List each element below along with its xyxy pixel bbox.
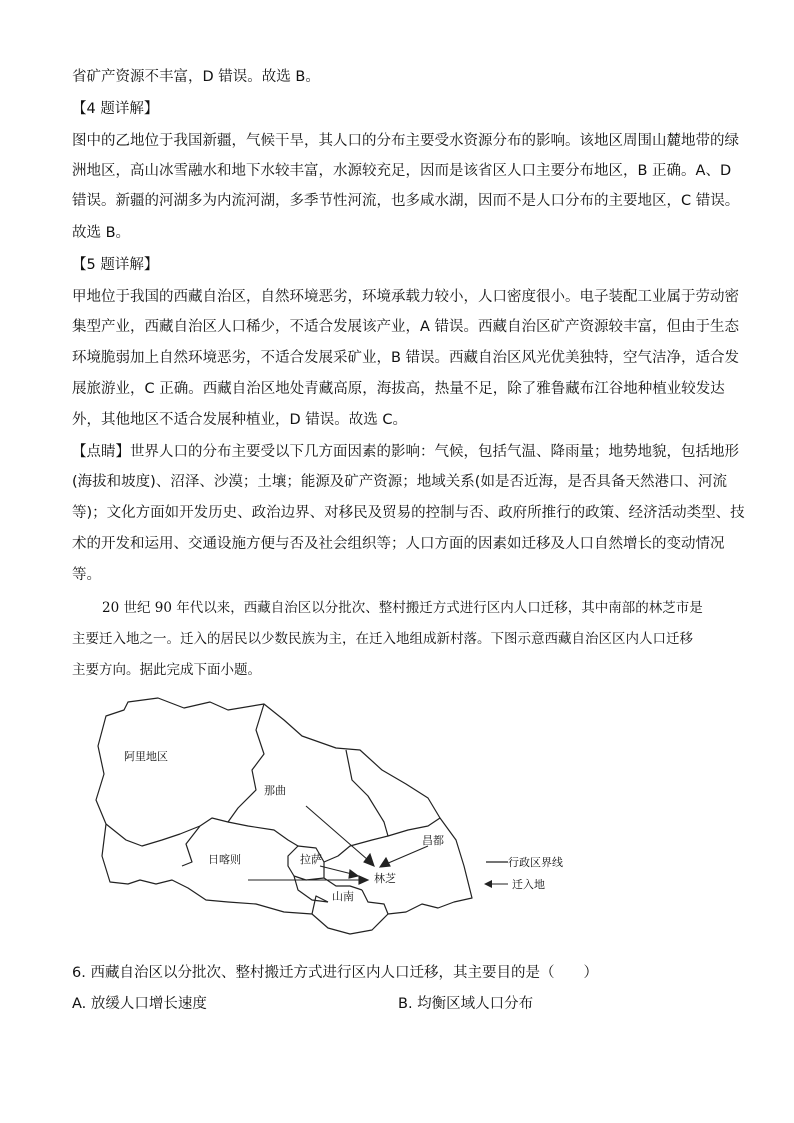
section-heading: 【5 题详解】 <box>72 257 159 273</box>
text-line: 省矿产资源不丰富，D 错误。故选 B。 <box>72 69 320 85</box>
arrow-head <box>380 858 390 867</box>
region-label-ali: 阿里地区 <box>124 750 168 763</box>
boundary-ali-naqu <box>200 704 264 826</box>
legend-arrow-head <box>484 880 492 888</box>
region-label-rikaze: 日喀则 <box>208 853 241 866</box>
legend-boundary-label: 行政区界线 <box>508 856 563 869</box>
text-line: (海拔和坡度)、沼泽、沙漠；土壤；能源及矿产资源；地域关系(如是否近海，是否具备天然港口、河流 <box>72 474 727 490</box>
passage-line: 主要方向。据此完成下面小题。 <box>72 662 261 678</box>
boundary-naqu-changdu <box>346 750 440 836</box>
tibet-outline <box>96 698 472 934</box>
boundary-shannan-east <box>312 896 328 914</box>
arrow-lasa-to-linzhi <box>320 866 352 874</box>
region-label-lasa: 拉萨 <box>300 853 322 866</box>
legend-destination-label: 迁入地 <box>512 878 545 891</box>
section-heading: 【4 题详解】 <box>72 101 159 117</box>
text-line: 图中的乙地位于我国新疆，气候干旱，其人口的分布主要受水资源分布的影响。该地区周围山麓地带的绿 <box>72 133 739 149</box>
region-label-changdu: 昌都 <box>422 834 444 847</box>
text-line: 甲地位于我国的西藏自治区，自然环境恶劣，环境承载力较小，人口密度很小。电子装配工业属于劳动密 <box>72 289 739 305</box>
text-line: 展旅游业，C 正确。西藏自治区地处青藏高原，海拔高，热量不足，除了雅鲁藏布江谷地种植业较发达 <box>72 381 725 397</box>
tip-paragraph: 【点睛】世界人口的分布主要受以下几方面因素的影响：气候，包括气温、降雨量；地势地貌，包括地形 <box>72 444 739 460</box>
text-line: 洲地区，高山冰雪融水和地下水较丰富，水源较充足，因而是该省区人口主要分布地区，B 正确。A、D <box>72 163 732 179</box>
text-line: 等)；文化方面如开发历史、政治边界、对移民及贸易的控制与否、政府所推行的政策、经济活动类型、技 <box>72 505 745 521</box>
tibet-migration-map <box>88 690 588 950</box>
text-line: 故选 B。 <box>72 225 131 241</box>
region-label-naqu: 那曲 <box>264 784 286 797</box>
option-b: B. 均衡区域人口分布 <box>398 996 534 1012</box>
boundary-naqu-lasa <box>228 822 298 846</box>
region-label-shannan: 山南 <box>332 890 354 903</box>
arrow-changdu-to-linzhi <box>386 846 428 864</box>
text-line: 错误。新疆的河湖多为内流河湖，多季节性河流，也多咸水湖，因而不是人口分布的主要地区，C 错误。 <box>72 193 740 209</box>
option-a: A. 放缓人口增长速度 <box>72 996 207 1012</box>
arrow-head <box>349 870 358 878</box>
arrow-naqu-to-linzhi <box>306 806 368 860</box>
question-stem: 6. 西藏自治区以分批次、整村搬迁方式进行区内人口迁移，其主要目的是（ ） <box>72 965 598 981</box>
text-line: 环境脆弱加上自然环境恶劣，不适合发展采矿业，B 错误。西藏自治区风光优美独特，空气洁净，适合发 <box>72 350 740 366</box>
region-label-linzhi: 林芝 <box>374 872 396 885</box>
text-line: 外，其他地区不适合发展种植业，D 错误。故选 C。 <box>72 412 408 428</box>
boundary-ali-rikaze <box>106 824 200 846</box>
text-line: 等。 <box>72 567 101 583</box>
passage-line: 主要迁入地之一。迁入的居民以少数民族为主，在迁入地组成新村落。下图示意西藏自治区区内人口迁移 <box>72 631 693 647</box>
text-line: 术的开发和运用、交通设施方便与否及社会组织等；人口方面的因素如迁移及人口自然增长的变动情况 <box>72 536 725 552</box>
text-line: 集型产业，西藏自治区人口稀少，不适合发展该产业，A 错误。西藏自治区矿产资源较丰富，但由于生态 <box>72 319 740 335</box>
arrow-head <box>364 854 374 866</box>
boundary-shannan-linzhi <box>362 890 388 914</box>
arrow-head <box>359 876 368 884</box>
passage-line: 20 世纪 90 年代以来，西藏自治区以分批次、整村搬迁方式进行区内人口迁移，其中南部的林芝市是 <box>102 600 703 616</box>
